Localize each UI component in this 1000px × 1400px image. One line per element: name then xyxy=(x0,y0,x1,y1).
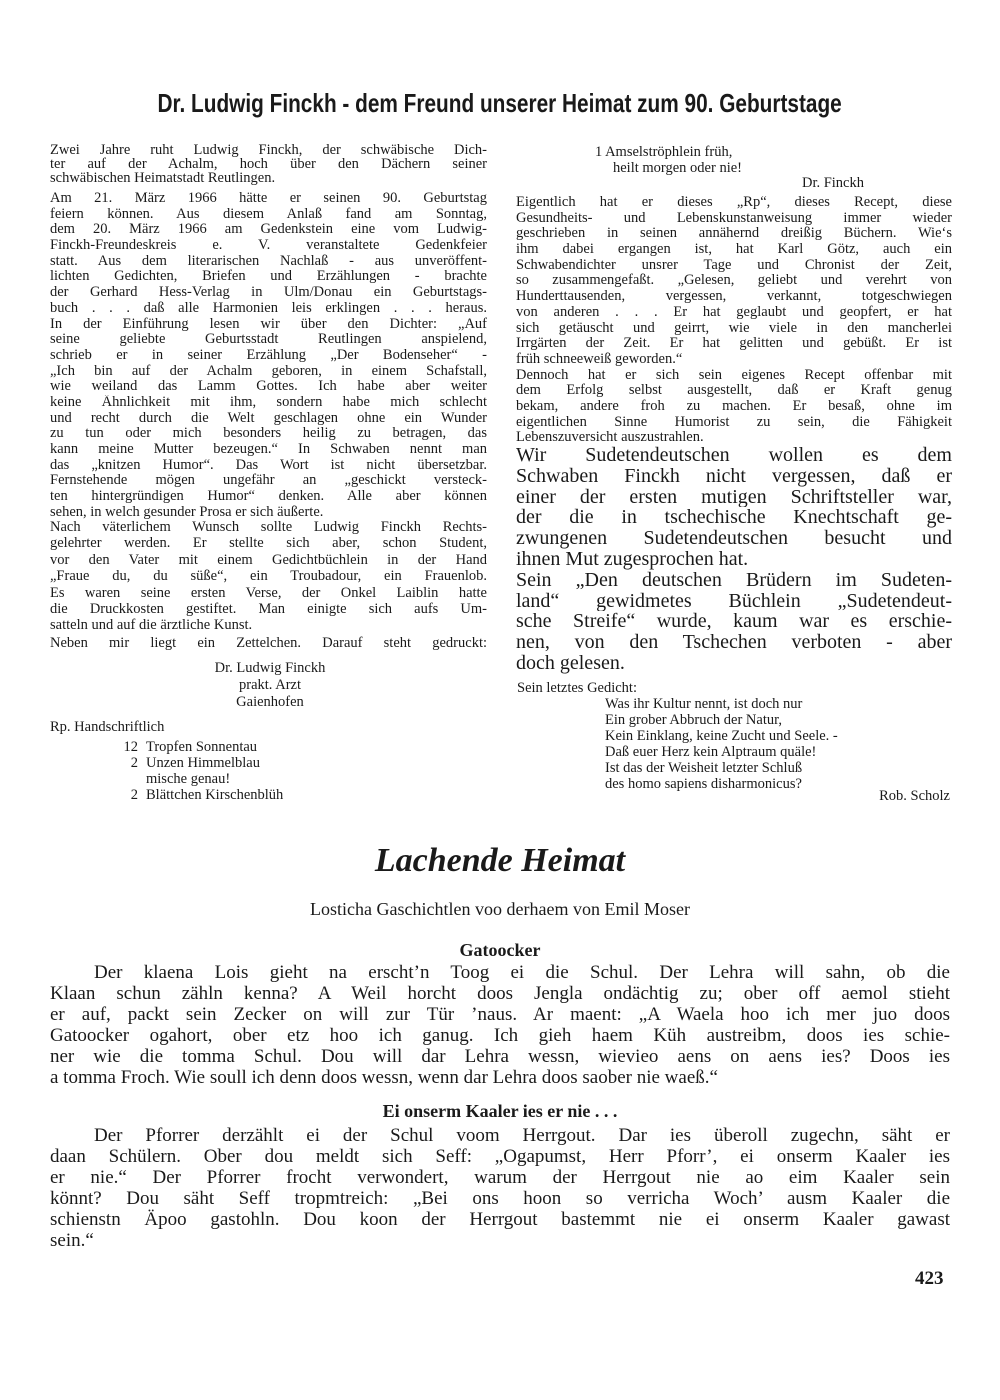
text-line: Gesundheits- und Lebenskunstanweisung immer wieder xyxy=(516,210,952,226)
text-line: der Gerhard Hess-Verlag in Ulm/Donau ein Geburtstags- xyxy=(50,285,487,301)
text-line: Klaan schun zähln kenna? A Weil horcht doos Jengla ondächtig zu; ober off aemol stieht xyxy=(50,983,950,1004)
text-line: satteln und auf die ärztliche Kunst. xyxy=(50,617,253,634)
motto-line: 1 Amselströphlein früh, xyxy=(595,144,733,160)
text-line: land“ gewidmetes Büchlein „Sudetendeut- xyxy=(516,590,952,612)
text-line: Der klaena Lois gieht na erscht’n Toog ei die Schul. Der Lehra will sahn, ob die xyxy=(94,962,950,983)
text-line: gelehrter werden. Er stellte sich aber, schon Student, xyxy=(50,535,487,552)
text-line: buch . . . daß alle Harmonien leis erklingen . . . heraus. xyxy=(50,300,487,316)
text-line: früh schneeweiß geworden.“ xyxy=(516,351,683,367)
text-line: Lebenszuversicht auszustrahlen. xyxy=(516,430,704,446)
article-title xyxy=(0,88,1000,119)
motto-line: heilt morgen oder nie! xyxy=(613,160,742,176)
text-line: die Druckkosten gestiftet. Man einigte sich aufs Um- xyxy=(50,600,487,617)
text-line: das „knitzen Humor“. Das Wort ist nicht übersetzbar. xyxy=(50,457,487,473)
section-title: Lachende Heimat xyxy=(374,842,626,879)
story-1-text xyxy=(50,962,950,1088)
text-line: könnt? Dou säht Seff tropmtreich: „Bei ons hoon so verricha Woch’ ausm Kaaler die xyxy=(50,1188,950,1209)
text-line: feiern können. Aus diesem Anlaß fand am Sonntag, xyxy=(50,206,487,222)
text-line: Der Pforrer derzählt ei der Schul voom Herrgout. Dar ies überoll zugechn, säht er xyxy=(94,1125,950,1146)
text-line: statt. Aus dem literarischen Nachlaß - aus unveröffent- xyxy=(50,253,487,269)
story-2-title: Ei onserm Kaaler ies er nie . . . xyxy=(382,1101,618,1121)
page-number: 423 xyxy=(915,1268,944,1289)
text-line: keine Ähnlichkeit mit ihm, sondern habe mich schlecht xyxy=(50,394,487,410)
text-line: geschrieben in seinen annähernd dreißig Büchern. Wie‘s xyxy=(516,226,952,242)
recipe-quantity: 12 xyxy=(123,739,138,755)
text-line: Nach väterlichem Wunsch sollte Ludwig Finckh Rechts- xyxy=(50,519,487,535)
text-line: dem Erfolg selbst ausgestellt, daß er Kraft genug xyxy=(516,383,952,399)
text-line: doch gelesen. xyxy=(516,652,625,674)
recipe-text: Tropfen Sonnentau xyxy=(146,739,258,755)
text-line: seine geliebte Geburtsstadt Reutlingen anspielend, xyxy=(50,332,487,348)
story-2-text xyxy=(50,1125,950,1251)
text-line: der die in tschechische Knechtschaft ge- xyxy=(516,507,952,529)
left-paragraph-2 xyxy=(50,191,487,520)
text-line: ihnen Mut zugesprochen hat. xyxy=(516,548,749,570)
recipe-item xyxy=(110,755,283,771)
poem-line: Was ihr Kultur nennt, ist doch nur xyxy=(605,696,803,712)
text-line: sein.“ xyxy=(50,1230,94,1251)
article-title-text: Dr. Ludwig Finckh - dem Freund unserer Heimat zum 90. Geburtstage xyxy=(157,88,843,118)
text-line: „Fraue du, du süße“, ein Troubadour, ein Frauenlob. xyxy=(50,568,487,585)
right-paragraph-1 xyxy=(516,195,952,446)
text-line: eigentlichen Sinne Humorist zu sein, die Fähigkeit xyxy=(516,414,952,430)
poem-line: Ein grober Abbruch der Natur, xyxy=(605,712,782,728)
poem-line: Ist das der Weisheit letzter Schluß xyxy=(605,760,803,776)
text-line: Fernstehende mögen ungefähr an „geschickt versteck- xyxy=(50,473,487,489)
text-line: ter auf der Achalm, hoch über den Dächern seiner xyxy=(50,157,487,171)
recipe-quantity: 2 xyxy=(130,787,138,803)
text-line: Dennoch hat er sich sein eigenes Recept offenbar mit xyxy=(516,367,952,383)
text-line: kann meine Mutter bezeugen.“ In Schwaben nennt man xyxy=(50,442,487,457)
text-line: lichten Gedichten, Briefen und Erzählungen - brachte xyxy=(50,269,487,285)
recipe-list xyxy=(110,739,283,803)
letterhead-name: Dr. Ludwig Finckh xyxy=(214,660,326,676)
text-line: schrieb er in seiner Erzählung „Der Bodenseher“ - xyxy=(50,347,487,363)
poem-line: Daß euer Herz kein Alptraum quäle! xyxy=(605,744,817,760)
text-line: bekam, andere froh zu machen. Er besaß, ohne im xyxy=(516,398,952,414)
story-1-title: Gatoocker xyxy=(459,940,541,960)
text-line: Gatoocker ogahort, ober etz hoo ich ganug. Ich gieh haem Küh austreibm, doos ies schie- xyxy=(50,1025,950,1046)
text-line: „Ich bin auf der Achalm geboren, in einem Schafstall, xyxy=(50,363,487,379)
poem-author: Rob. Scholz xyxy=(879,788,950,804)
poem-line: des homo sapiens disharmonicus? xyxy=(605,776,802,792)
text-line: schienstn Äpoo gastohln. Dou koon der Herrgout bastemmt nie ei onserm Kaaler gawast xyxy=(50,1209,950,1230)
recipe-item xyxy=(110,787,283,803)
text-line: und recht durch die Welt geschlagen ohne ein Wunder xyxy=(50,410,487,426)
text-line: zu tun oder mich besonders heilig zu betragen, das xyxy=(50,426,487,442)
recipe-text: Blättchen Kirschenblüh xyxy=(146,787,284,803)
text-line: sehen, in welch gesunder Prosa er sich äußerte. xyxy=(50,504,324,520)
recipe-item xyxy=(110,739,283,755)
section-subtitle: Losticha Gaschichtlen voo derhaem von Emil Moser xyxy=(310,899,690,919)
text-line: ihm dabei ergangen ist, hat Karl Götz, auch ein xyxy=(516,242,952,258)
text-line: Eigentlich hat er dieses „Rp“, dieses Recept, diese xyxy=(516,195,952,210)
text-line: Es waren seine ersten Verse, der Onkel Laiblin hatte xyxy=(50,584,487,601)
text-line: Irrgärten der Zeit. Er hat gelitten und gebüßt. Er ist xyxy=(516,336,952,352)
right-paragraph-large xyxy=(516,445,952,674)
left-paragraph-1 xyxy=(50,143,487,185)
poem-intro: Sein letztes Gedicht: xyxy=(517,680,637,696)
text-line: Finckh-Freundeskreis e. V. veranstaltete Gedenkfeier xyxy=(50,238,487,254)
text-line: ner wie die tomma Schul. Dou will dar Lehra wessn, wievieo aens on aens ies? Doos ies xyxy=(50,1046,950,1067)
text-line: Schwaben Finckh nicht vergessen, daß er xyxy=(516,465,952,487)
text-line: so zusammengefaßt. „Gelesen, geliebt und verehrt von xyxy=(516,273,952,289)
text-line: a tomma Froch. Wie soull ich denn doos wessn, wenn dar Lehra doos saober nie waeß.“ xyxy=(50,1067,718,1088)
text-line: nen, von den Tschechen verboten - aber xyxy=(516,632,952,653)
recipe-quantity xyxy=(110,771,138,787)
text-line: daan Schülern. Ober dou meldt sich Seff: „Ogapumst, Herr Pforr’, ei onserm Kaaler ies xyxy=(50,1146,950,1167)
text-line: sche Streife“ wurde, kaum war es erschie- xyxy=(516,611,952,633)
rp-label: Rp. Handschriftlich xyxy=(50,719,165,735)
motto xyxy=(595,144,742,176)
poem xyxy=(605,696,838,792)
text-line: von anderen . . . Er hat geglaubt und geopfert, er hat xyxy=(516,304,952,320)
text-line: er nie.“ Der Pforrer frocht verwondert, warum der Herrgout nie ao eim Kaaler sein xyxy=(50,1167,950,1188)
text-line: dem 20. März 1966 am Gedenkstein eine vom Ludwig- xyxy=(50,222,487,238)
recipe-item xyxy=(110,771,283,787)
prescription-letterhead xyxy=(170,660,370,711)
text-line: einer der ersten mutigen Schriftsteller war, xyxy=(516,486,952,508)
text-line: zwungenen Sudetendeutschen besucht und xyxy=(516,528,952,549)
letterhead-place: Gaienhofen xyxy=(236,694,304,710)
recipe-text: mische genau! xyxy=(146,771,231,787)
poem-line: Kein Einklang, keine Zucht und Seele. - xyxy=(605,728,838,744)
text-line: In der Einführung lesen wir über den Dichter: „Auf xyxy=(50,316,487,332)
text-line: ten hintergründigen Humor“ denken. Alle aber können xyxy=(50,489,487,505)
text-line: Zwei Jahre ruht Ludwig Finckh, der schwäbische Dich- xyxy=(50,143,487,157)
text-line: Neben mir liegt ein Zettelchen. Darauf steht gedruckt: xyxy=(50,635,487,651)
text-line: schwäbischen Heimatstadt Reutlingen. xyxy=(50,171,276,185)
text-line: Am 21. März 1966 hätte er seinen 90. Geburtstag xyxy=(50,191,487,206)
text-line: sich getäuscht und geirrt, wie viele in den mancherlei xyxy=(516,320,952,336)
motto-author: Dr. Finckh xyxy=(801,175,864,191)
left-paragraph-3 xyxy=(50,519,487,634)
recipe-text: Unzen Himmelblau xyxy=(146,755,260,771)
text-line: Sein „Den deutschen Brüdern im Sudeten- xyxy=(516,569,952,591)
text-line: Hunderttausenden, vergessen, verkannt, totgeschwiegen xyxy=(516,289,952,305)
text-line: Wir Sudetendeutschen wollen es dem xyxy=(516,445,952,466)
recipe-quantity: 2 xyxy=(130,755,138,771)
left-paragraph-4 xyxy=(50,635,487,651)
letterhead-title: prakt. Arzt xyxy=(238,677,301,693)
text-line: Schwabendichter unsrer Tage und Chronist der Zeit, xyxy=(516,257,952,273)
text-line: vor den Vater mit einem Gedichtbüchlein in der Hand xyxy=(50,551,487,568)
text-line: er auf, packt sein Zecker on will zur Tür ’naus. Ar maent: „A Waela hoo ich mer juo doos xyxy=(50,1004,950,1025)
text-line: wie weiland das Lamm Gottes. Ich habe aber weiter xyxy=(50,379,487,395)
